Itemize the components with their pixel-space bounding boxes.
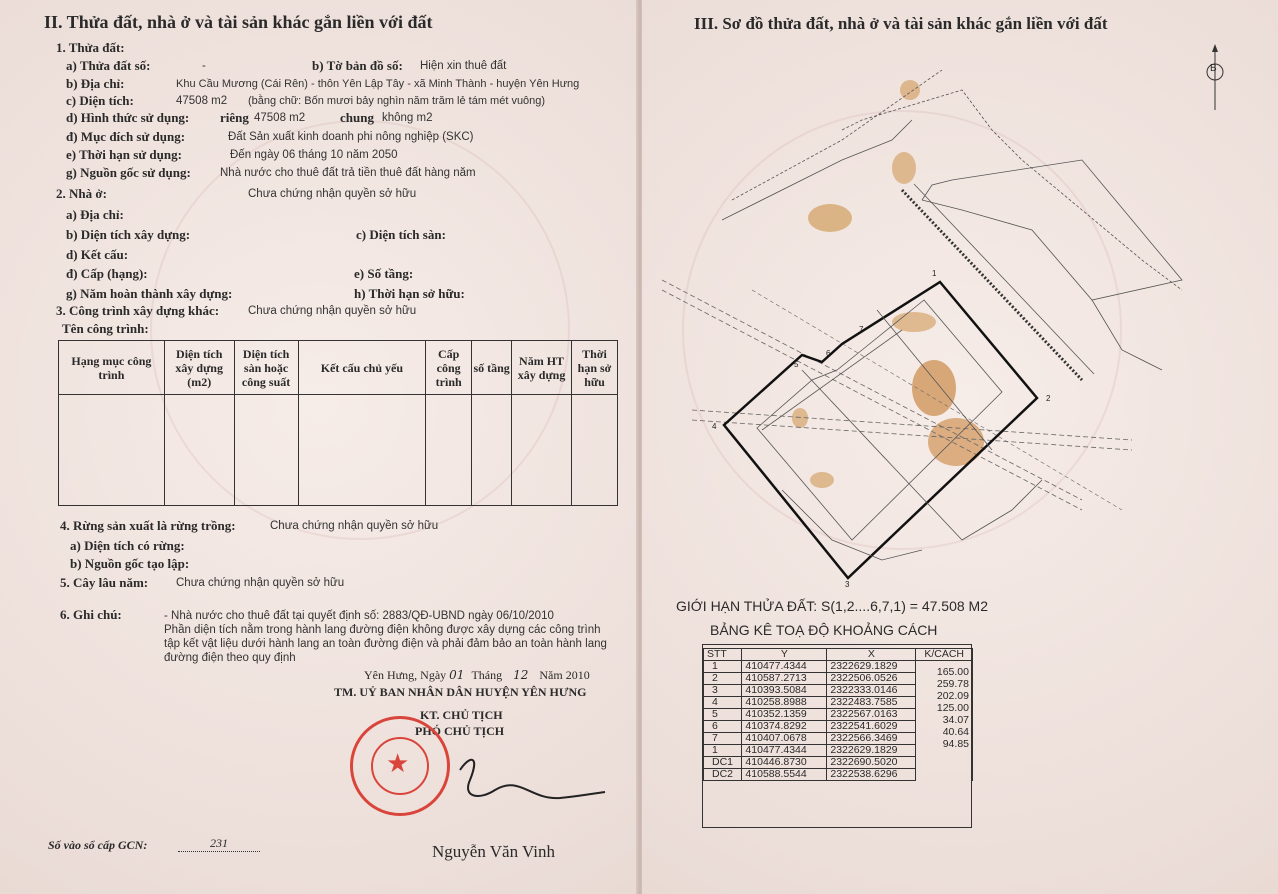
coord-cell-stt: 6 <box>704 721 742 733</box>
map-sheet-value: Hiện xin thuê đất <box>420 60 507 72</box>
coord-cell-stt: 2 <box>704 673 742 685</box>
coord-cell-x: 2322629.1829 <box>827 745 916 757</box>
coord-col-x: X <box>827 649 916 661</box>
coord-cell-y: 410446.8730 <box>742 757 827 769</box>
plan-point-3: 3 <box>845 580 850 589</box>
coord-cell-stt: 7 <box>704 733 742 745</box>
works-col-floors: số tầng <box>472 341 512 395</box>
plan-point-1: 1 <box>932 269 937 278</box>
coord-cell-x: 2322506.0526 <box>827 673 916 685</box>
site-plan-drawing <box>662 70 1222 590</box>
notes-heading: 6. Ghi chú: <box>60 607 122 622</box>
house-heading: 2. Nhà ở: <box>56 186 107 201</box>
works-table <box>58 340 618 506</box>
works-col-floor-area: Diện tích sàn hoặc công suất <box>234 341 298 395</box>
notes-line-3: tập kết vật liệu dưới hành lang an toàn đường điện và phải đảm bảo an toàn hành lang <box>164 638 607 650</box>
coordinate-table-title: BẢNG KÊ TOẠ ĐỘ KHOẢNG CÁCH <box>710 622 938 638</box>
term-value: Đến ngày 06 tháng 10 năm 2050 <box>230 149 398 161</box>
house-ownership-term-label: h) Thời hạn sở hữu: <box>354 286 465 301</box>
works-col-year: Năm HT xây dựng <box>512 341 572 395</box>
plan-point-5: 5 <box>794 360 799 369</box>
address-value: Khu Cầu Mương (Cái Rên) - thôn Yên Lập Tây - xã Minh Thành - huyện Yên Hưng <box>176 78 580 90</box>
coord-cell-y: 410477.4344 <box>742 661 827 673</box>
signature-mark <box>440 750 610 820</box>
notes-line-4: đường điện theo quy định <box>164 652 296 664</box>
forest-origin-label: b) Nguồn gốc tạo lập: <box>70 556 190 571</box>
plot-number-value: - <box>202 60 206 72</box>
house-floors-label: e) Số tầng: <box>354 266 414 281</box>
coord-cell-distance: 94.85 <box>916 739 973 751</box>
area-value: 47508 m2 <box>176 95 228 107</box>
origin-value: Nhà nước cho thuê đất trả tiền thuê đất hàng năm <box>220 167 476 179</box>
coord-cell-y: 410477.4344 <box>742 745 827 757</box>
coord-col-distance: K/CÁCH <box>916 649 973 661</box>
sign-date-prefix: Yên Hưng, Ngày <box>364 668 447 682</box>
coord-cell-distance <box>916 757 973 769</box>
plan-point-7: 7 <box>859 325 864 334</box>
usage-shared-value: không m2 <box>382 112 433 124</box>
coord-cell-x: 2322690.5020 <box>827 757 916 769</box>
coord-cell-distance: 34.07 <box>916 715 973 727</box>
coord-cell-stt: DC1 <box>704 757 742 769</box>
coord-cell-distance: 259.78 <box>916 679 973 691</box>
register-label: Số vào sổ cấp GCN: <box>48 838 148 852</box>
coord-cell-x: 2322333.0146 <box>827 685 916 697</box>
coord-cell-stt: DC2 <box>704 769 742 781</box>
coord-cell-x: 2322541.6029 <box>827 721 916 733</box>
sign-day: 01 <box>449 668 465 682</box>
coordinate-table <box>703 648 973 781</box>
forest-area-label: a) Diện tích có rừng: <box>70 538 185 553</box>
official-stamp-seal: ★ <box>350 716 450 816</box>
coord-row <box>704 757 973 769</box>
coord-cell-y: 410407.0678 <box>742 733 827 745</box>
sign-month: 12 <box>513 668 529 682</box>
usage-private-value: 47508 m2 <box>254 112 306 124</box>
coord-cell-x: 2322483.7585 <box>827 697 916 709</box>
coord-cell-distance: 202.09 <box>916 691 973 703</box>
trees-heading: 5. Cây lâu năm: <box>60 575 149 590</box>
address-label: b) Địa chỉ: <box>66 76 125 91</box>
boundary-summary: GIỚI HẠN THỬA ĐẤT: S(1,2....6,7,1) = 47.508 M2 <box>676 598 988 614</box>
register-value: 231 <box>178 836 260 852</box>
sign-vice-chairman: PHÓ CHỦ TỊCH <box>415 724 505 738</box>
coord-cell-y: 410352.1359 <box>742 709 827 721</box>
plan-point-6: 6 <box>826 349 831 358</box>
coord-cell-y: 410258.8988 <box>742 697 827 709</box>
coord-row <box>704 769 973 781</box>
house-built-area-label: b) Diện tích xây dựng: <box>66 227 191 242</box>
sign-month-label: Tháng <box>471 668 503 682</box>
coord-cell-distance: 125.00 <box>916 703 973 715</box>
coord-cell-x: 2322567.0163 <box>827 709 916 721</box>
works-col-item: Hạng mục công trình <box>59 341 165 395</box>
sign-date <box>364 668 590 683</box>
house-status: Chưa chứng nhận quyền sở hữu <box>248 188 417 200</box>
forest-heading: 4. Rừng sản xuất là rừng trồng: <box>60 518 236 533</box>
coord-row <box>704 661 973 673</box>
works-col-built-area: Diện tích xây dựng (m2) <box>164 341 234 395</box>
forest-status: Chưa chứng nhận quyền sở hữu <box>270 520 439 532</box>
works-col-grade: Cấp công trình <box>426 341 472 395</box>
usage-form-label: d) Hình thức sử dụng: <box>66 110 190 125</box>
coord-cell-y: 410393.5084 <box>742 685 827 697</box>
plot-heading: 1. Thửa đất: <box>56 40 125 55</box>
house-structure-label: d) Kết cấu: <box>66 247 129 262</box>
coord-col-y: Y <box>742 649 827 661</box>
usage-shared-label: chung <box>340 110 374 125</box>
works-heading: 3. Công trình xây dựng khác: <box>56 303 220 318</box>
north-label: B <box>1210 63 1217 74</box>
map-sheet-label: b) Tờ bản đồ số: <box>312 58 403 73</box>
coord-cell-x: 2322629.1829 <box>827 661 916 673</box>
signer-name: Nguyễn Văn Vinh <box>432 842 556 861</box>
term-label: e) Thời hạn sử dụng: <box>66 147 182 162</box>
works-col-term: Thời hạn sở hữu <box>572 341 618 395</box>
left-page <box>0 0 638 894</box>
coord-cell-y: 410587.2713 <box>742 673 827 685</box>
house-floor-area-label: c) Diện tích sàn: <box>356 227 446 242</box>
section-3-title: III. Sơ đồ thửa đất, nhà ở và tài sản khác gắn liền với đất <box>694 14 1108 33</box>
sign-kt-chairman: KT. CHỦ TỊCH <box>420 708 503 722</box>
coord-cell-y: 410374.8292 <box>742 721 827 733</box>
works-empty-row <box>59 395 618 506</box>
purpose-label: đ) Mục đích sử dụng: <box>66 129 186 144</box>
works-status: Chưa chứng nhận quyền sở hữu <box>248 305 417 317</box>
works-name-label: Tên công trình: <box>62 321 149 336</box>
coord-cell-distance: 40.64 <box>916 727 973 739</box>
house-grade-label: đ) Cấp (hạng): <box>66 266 148 281</box>
coord-cell-x: 2322538.6296 <box>827 769 916 781</box>
area-in-words: (bằng chữ: Bốn mươi bảy nghìn năm trăm lẻ tám mét vuông) <box>248 95 546 107</box>
notes-line-2: Phần diện tích nằm trong hành lang đường điện không được xây dựng các công trình <box>164 624 601 636</box>
house-completion-label: g) Năm hoàn thành xây dựng: <box>66 286 233 301</box>
coord-cell-y: 410588.5544 <box>742 769 827 781</box>
coord-col-stt: STT <box>704 649 742 661</box>
coord-cell-stt: 4 <box>704 697 742 709</box>
notes-line-1: - Nhà nước cho thuê đất tại quyết định số: 2883/QĐ-UBND ngày 06/10/2010 <box>164 610 554 622</box>
usage-private-label: riêng <box>220 110 249 125</box>
coord-cell-distance: 165.00 <box>916 667 973 679</box>
coord-cell-stt: 1 <box>704 745 742 757</box>
section-2-title: II. Thửa đất, nhà ở và tài sản khác gắn liền với đất <box>44 12 433 32</box>
sign-year: Năm 2010 <box>539 668 590 682</box>
coord-cell-stt: 3 <box>704 685 742 697</box>
plot-number-label: a) Thửa đất số: <box>66 58 151 73</box>
coord-cell-stt: 1 <box>704 661 742 673</box>
plan-point-2: 2 <box>1046 394 1051 403</box>
plan-point-4: 4 <box>712 422 717 431</box>
coord-cell-x: 2322566.3469 <box>827 733 916 745</box>
area-label: c) Diện tích: <box>66 93 134 108</box>
coord-cell-distance <box>916 769 973 781</box>
works-col-structure: Kết cấu chủ yếu <box>298 341 426 395</box>
house-address-label: a) Địa chỉ: <box>66 207 124 222</box>
trees-status: Chưa chứng nhận quyền sở hữu <box>176 577 345 589</box>
sign-organization: TM. UỶ BAN NHÂN DÂN HUYỆN YÊN HƯNG <box>334 685 587 699</box>
origin-label: g) Nguồn gốc sử dụng: <box>66 165 191 180</box>
purpose-value: Đất Sản xuất kinh doanh phi nông nghiệp (SKC) <box>228 131 474 143</box>
coord-cell-stt: 5 <box>704 709 742 721</box>
